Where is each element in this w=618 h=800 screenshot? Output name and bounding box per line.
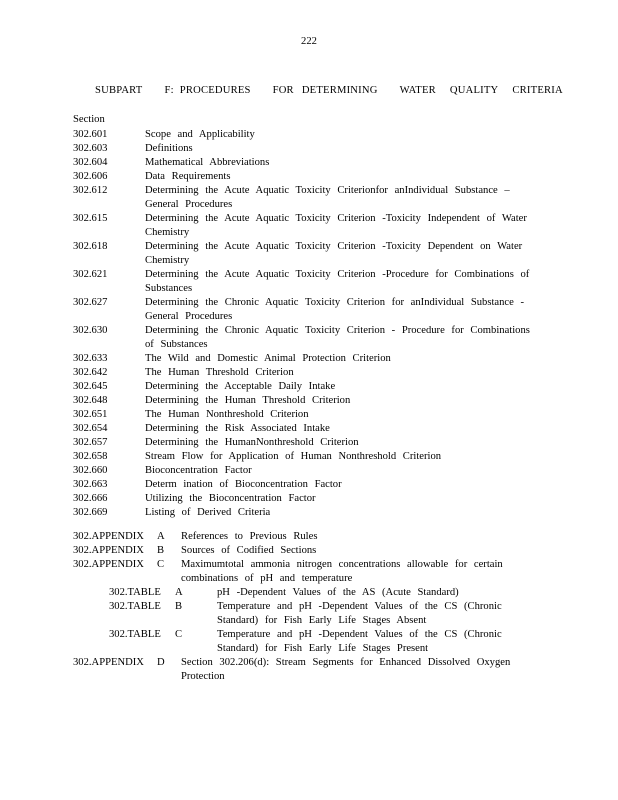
section-title: Listing of Derived Criteria [145, 507, 271, 518]
section-number: 302.648 [73, 395, 108, 406]
table-letter: B [175, 601, 183, 612]
section-row [73, 142, 543, 156]
section-title: Bioconcentration Factor [145, 465, 252, 476]
heading-word: FOR [272, 85, 294, 96]
section-number: 302.642 [73, 367, 108, 378]
section-row [73, 366, 543, 380]
section-row [73, 128, 543, 142]
section-title: Scope and Applicability [145, 129, 255, 140]
appendix-row [73, 530, 543, 544]
appendix-title: References to Previous Rules [181, 531, 318, 542]
section-row [73, 450, 543, 464]
table-label: 302.TABLE [109, 587, 161, 598]
section-number: 302.603 [73, 143, 108, 154]
appendix-letter: A [157, 531, 165, 542]
appendix-row [73, 656, 543, 684]
appendix-title: Section 302.206(d): Stream Segments for Enhanced Dissolved Oxygen Protection [181, 657, 511, 682]
section-row [73, 408, 543, 422]
heading-word: QUALITY [449, 85, 499, 96]
table-letter: A [175, 587, 183, 598]
section-title: Determining the Risk Associated Intake [145, 423, 330, 434]
section-number: 302.669 [73, 507, 108, 518]
table-row [73, 586, 543, 600]
appendix-row [73, 544, 543, 558]
appendix-letter: D [157, 657, 165, 668]
section-number: 302.663 [73, 479, 108, 490]
section-row [73, 156, 543, 170]
heading-word: DETERMINING [301, 85, 378, 96]
section-row [73, 170, 543, 184]
section-number: 302.630 [73, 325, 108, 336]
section-title: Determining the Chronic Aquatic Toxicity Criterion for anIndividual Substance - General Procedures [145, 297, 524, 322]
section-label: Section [73, 114, 105, 125]
section-number: 302.621 [73, 269, 108, 280]
section-number: 302.654 [73, 423, 108, 434]
section-row [73, 296, 543, 324]
section-title: Utilizing the Bioconcentration Factor [145, 493, 316, 504]
heading-word: CRITERIA [512, 85, 563, 96]
section-title: Determining the Chronic Aquatic Toxicity Criterion - Procedure for Combinations of Substances [145, 325, 530, 350]
table-label: 302.TABLE [109, 629, 161, 640]
section-title: Determining the Human Threshold Criterion [145, 395, 351, 406]
table-title: pH -Dependent Values of the AS (Acute Standard) [217, 587, 459, 598]
section-number: 302.615 [73, 213, 108, 224]
table-title: Temperature and pH -Dependent Values of the CS (Chronic Standard) for Fish Early Life Stages Absent [217, 601, 502, 626]
section-number: 302.604 [73, 157, 108, 168]
section-title: Determ ination of Bioconcentration Factor [145, 479, 342, 490]
section-number: 302.645 [73, 381, 108, 392]
section-title: Determining the Acute Aquatic Toxicity Criterion -Procedure for Combinations of Substances [145, 269, 530, 294]
appendix-letter: C [157, 559, 165, 570]
section-row [73, 506, 543, 520]
section-number: 302.666 [73, 493, 108, 504]
heading-word: F: [164, 85, 174, 96]
table-row [73, 600, 543, 628]
section-number: 302.633 [73, 353, 108, 364]
section-title: The Human Nonthreshold Criterion [145, 409, 309, 420]
section-row [73, 464, 543, 478]
section-number: 302.618 [73, 241, 108, 252]
appendix-row [73, 558, 543, 586]
table-letter: C [175, 629, 183, 640]
section-title: The Wild and Domestic Animal Protection Criterion [145, 353, 391, 364]
appendix-title: Sources of Codified Sections [181, 545, 317, 556]
section-number: 302.657 [73, 437, 108, 448]
appendix-label: 302.APPENDIX [73, 531, 144, 542]
section-row [73, 240, 543, 268]
section-title: Determining the Acceptable Daily Intake [145, 381, 336, 392]
section-row [73, 422, 543, 436]
section-row [73, 268, 543, 296]
section-row [73, 380, 543, 394]
appendix-letter: B [157, 545, 165, 556]
section-number: 302.606 [73, 171, 108, 182]
section-row [73, 324, 543, 352]
appendix-list [73, 530, 543, 684]
section-number: 302.627 [73, 297, 108, 308]
appendix-title: Maximumtotal ammonia nitrogen concentrations allowable for certain combinations of pH and temperature [181, 559, 503, 584]
section-title: Determining the HumanNonthreshold Criterion [145, 437, 359, 448]
section-row [73, 492, 543, 506]
section-number: 302.658 [73, 451, 108, 462]
section-title: The Human Threshold Criterion [145, 367, 294, 378]
section-row [73, 212, 543, 240]
section-row [73, 436, 543, 450]
heading-word: SUBPART [95, 85, 143, 96]
section-number: 302.612 [73, 185, 108, 196]
section-title: Mathematical Abbreviations [145, 157, 270, 168]
section-number: 302.660 [73, 465, 108, 476]
section-number: 302.601 [73, 129, 108, 140]
heading-word: WATER [399, 85, 436, 96]
section-title: Determining the Acute Aquatic Toxicity Criterion -Toxicity Independent of Water Chemistry [145, 213, 527, 238]
section-title: Stream Flow for Application of Human Nonthreshold Criterion [145, 451, 442, 462]
page-number: 222 [301, 36, 317, 47]
subpart-heading [95, 85, 563, 96]
table-row [73, 628, 543, 656]
section-title: Determining the Acute Aquatic Toxicity Criterion -Toxicity Dependent on Water Chemistry [145, 241, 523, 266]
section-row [73, 184, 543, 212]
section-row [73, 478, 543, 492]
section-title: Data Requirements [145, 171, 231, 182]
appendix-label: 302.APPENDIX [73, 545, 144, 556]
section-title: Determining the Acute Aquatic Toxicity Criterionfor anIndividual Substance – General Procedures [145, 185, 510, 210]
heading-word: PROCEDURES [179, 85, 251, 96]
section-list [73, 128, 543, 520]
section-row [73, 352, 543, 366]
appendix-label: 302.APPENDIX [73, 657, 144, 668]
section-title: Definitions [145, 143, 193, 154]
section-row [73, 394, 543, 408]
section-number: 302.651 [73, 409, 108, 420]
table-label: 302.TABLE [109, 601, 161, 612]
table-title: Temperature and pH -Dependent Values of the CS (Chronic Standard) for Fish Early Life Stages Present [217, 629, 502, 654]
appendix-label: 302.APPENDIX [73, 559, 144, 570]
